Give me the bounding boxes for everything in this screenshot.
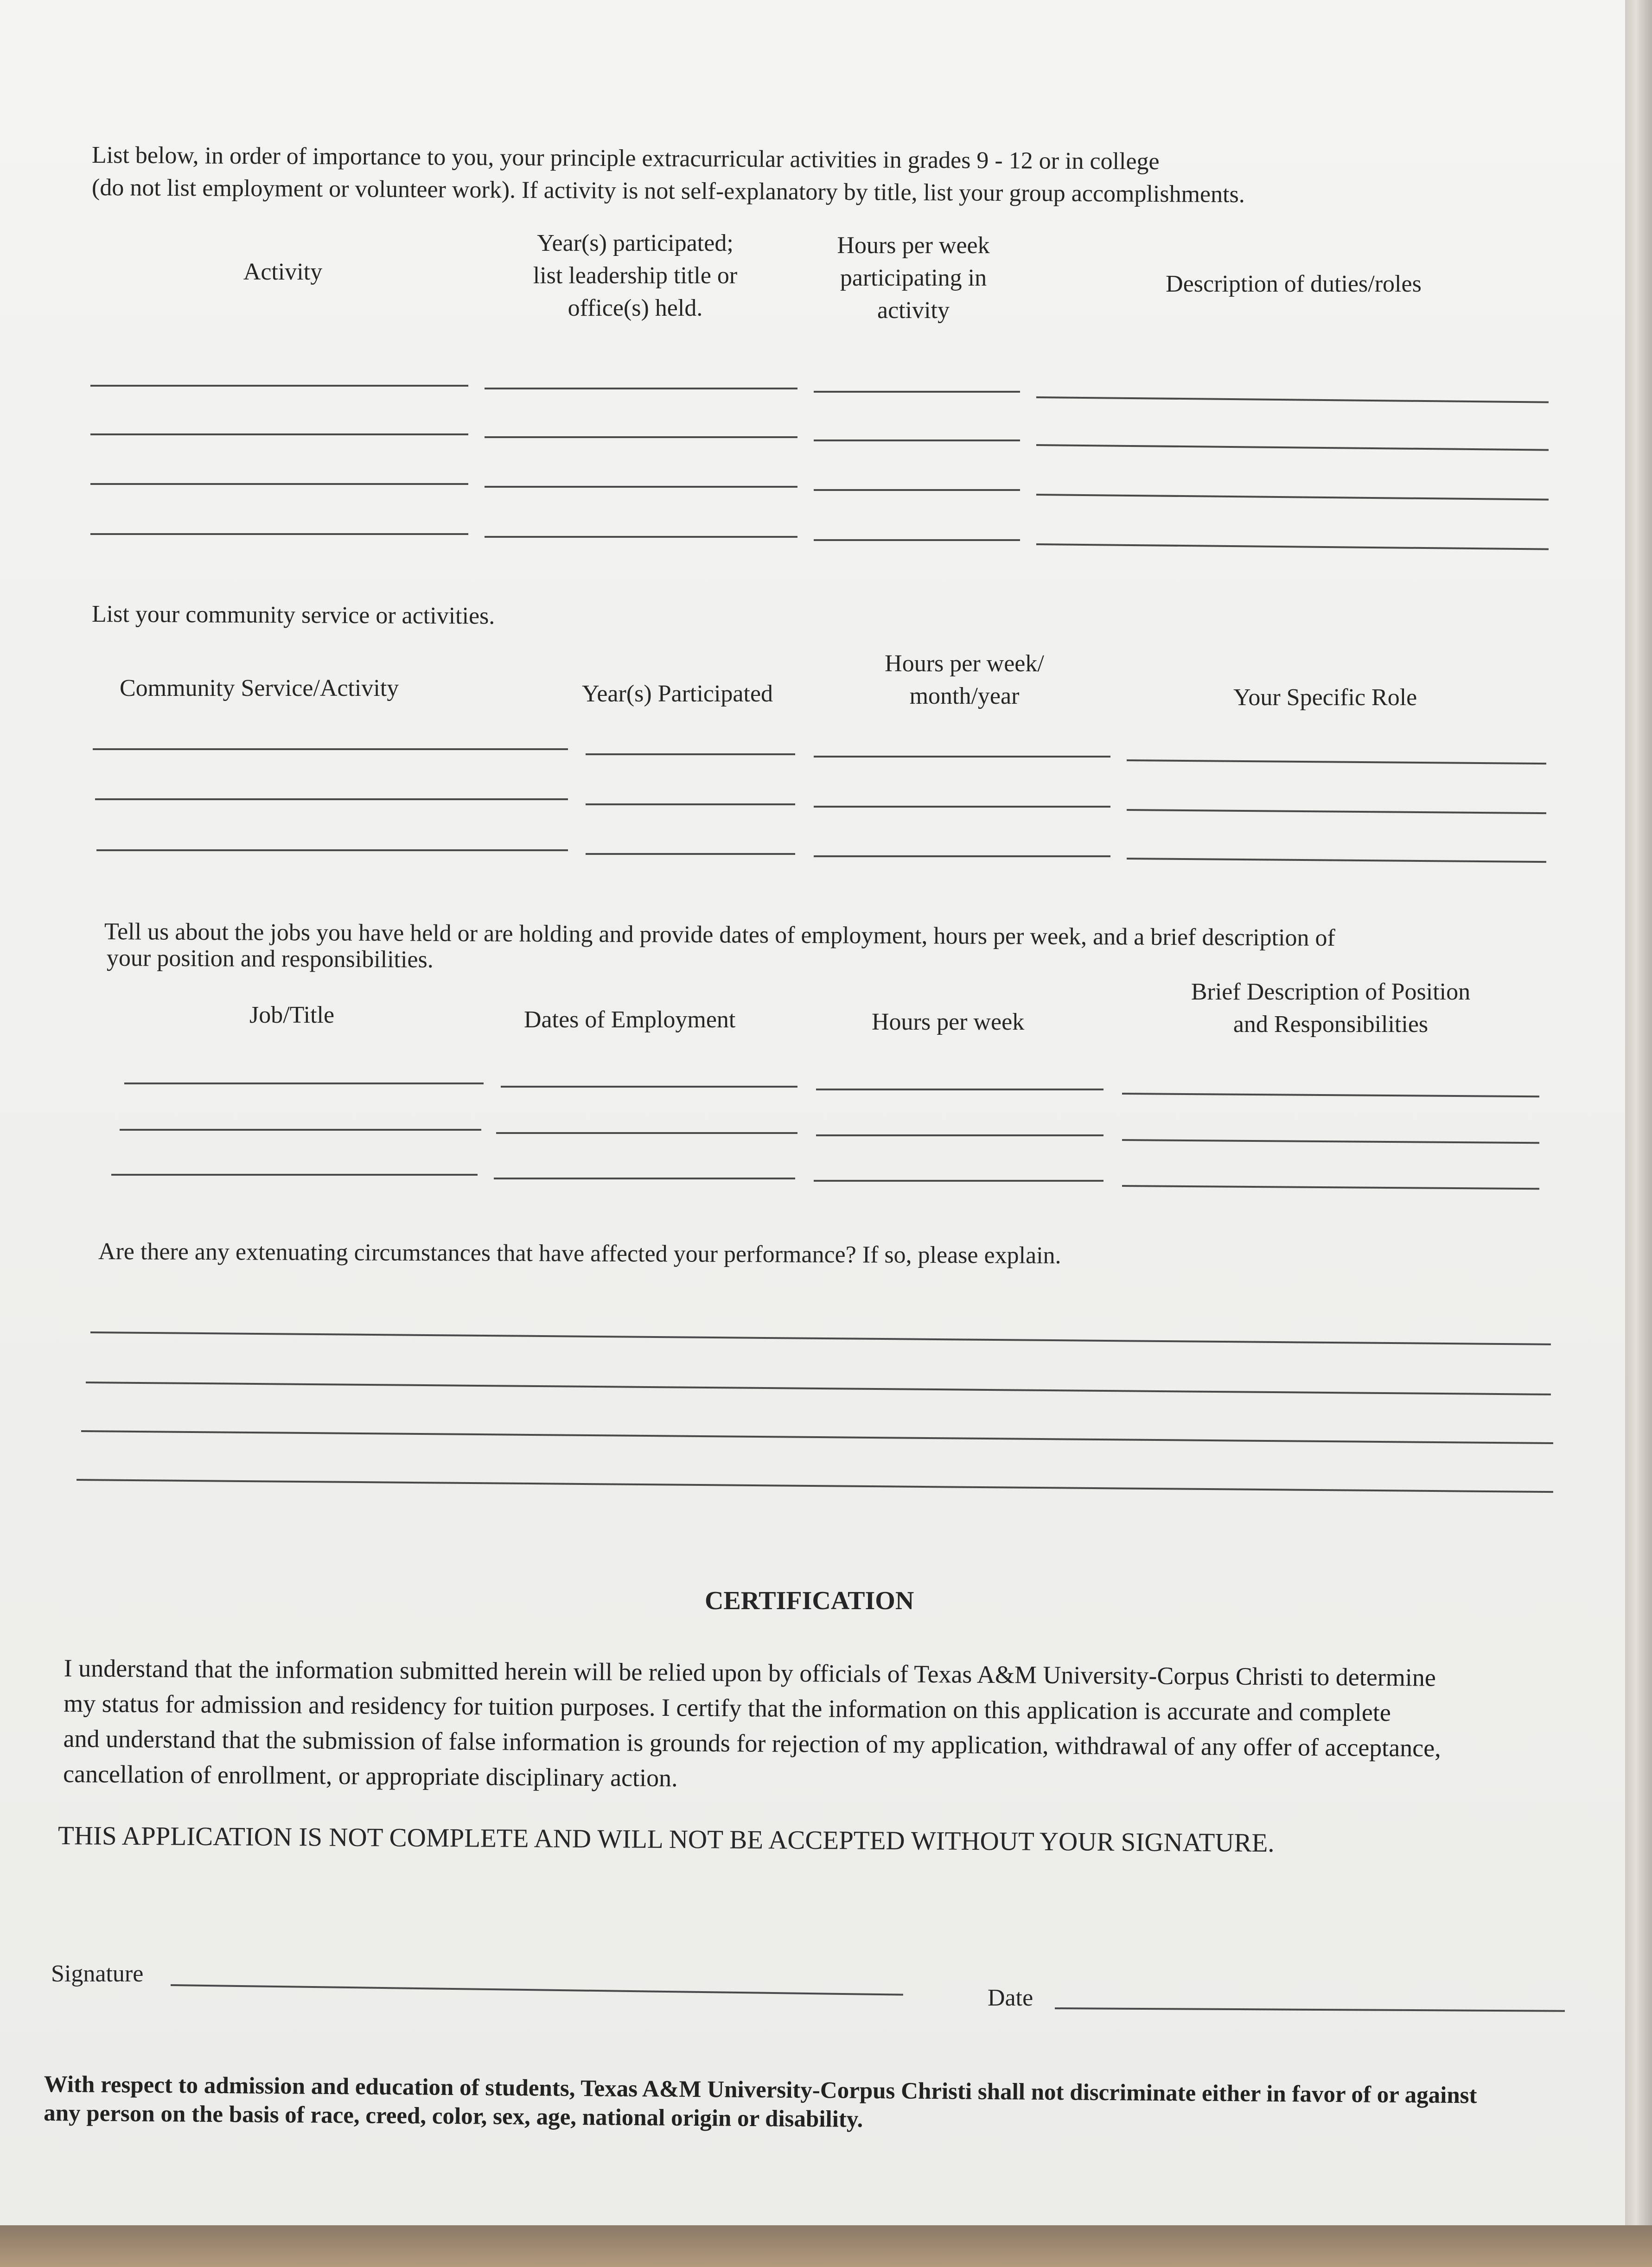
signature-label: Signature [51, 1961, 144, 1987]
header-hours-line1: Hours per week [837, 232, 990, 259]
activity-row1-field[interactable] [90, 385, 468, 387]
hours-row1-field[interactable] [814, 391, 1020, 393]
header-hours-line3: activity [877, 297, 950, 324]
header-community-hours-line1: Hours per week/ [885, 650, 1044, 677]
extracurricular-instructions-line1: List below, in order of importance to you, your principle extracurricular activities in grades 9 - 12 or in college [91, 142, 1160, 175]
job-description-row3-field[interactable] [1122, 1185, 1539, 1190]
nondiscrimination-line2: any person on the basis of race, creed, color, sex, age, national origin or disability. [44, 2100, 863, 2133]
community-activity-row1-field[interactable] [93, 748, 568, 750]
activity-row4-field[interactable] [90, 533, 468, 535]
header-hours-line2: participating in [840, 265, 987, 291]
community-activity-row3-field[interactable] [96, 849, 568, 851]
community-hours-row2-field[interactable] [814, 806, 1110, 808]
description-row4-field[interactable] [1036, 543, 1549, 550]
years-row2-field[interactable] [485, 436, 797, 438]
hours-row4-field[interactable] [814, 539, 1020, 541]
hours-row3-field[interactable] [814, 489, 1020, 491]
job-dates-row2-field[interactable] [496, 1132, 797, 1134]
job-dates-row3-field[interactable] [494, 1178, 795, 1179]
header-community-role: Your Specific Role [1233, 684, 1417, 711]
header-brief-description-line2: and Responsibilities [1233, 1011, 1429, 1038]
certification-statement [63, 1650, 1571, 1802]
circumstances-line4-field[interactable] [77, 1479, 1553, 1493]
header-years-line2: list leadership title or [533, 262, 738, 289]
job-title-row3-field[interactable] [111, 1174, 478, 1176]
community-instructions: List your community service or activities. [91, 601, 495, 630]
job-description-row2-field[interactable] [1122, 1139, 1539, 1144]
header-job-title: Job/Title [249, 1002, 335, 1028]
header-community-years: Year(s) Participated [582, 681, 773, 707]
community-role-row2-field[interactable] [1127, 809, 1546, 814]
circumstances-line1-field[interactable] [90, 1331, 1551, 1345]
header-years-line3: office(s) held. [568, 295, 703, 321]
community-hours-row1-field[interactable] [814, 756, 1110, 758]
activity-row3-field[interactable] [90, 483, 468, 485]
header-community-hours-line2: month/year [909, 683, 1020, 709]
certification-title: CERTIFICATION [705, 1586, 914, 1615]
header-community-activity: Community Service/Activity [120, 675, 399, 701]
background-surface [0, 2225, 1652, 2267]
certification-line2: my status for admission and residency for tuition purposes. I certify that the information on this application is accurate and complete [63, 1689, 1391, 1726]
header-years-line1: Year(s) participated; [537, 230, 734, 256]
job-hours-row2-field[interactable] [816, 1134, 1103, 1136]
job-hours-row3-field[interactable] [814, 1180, 1103, 1182]
community-role-row3-field[interactable] [1127, 858, 1546, 863]
nondiscrimination-line1: With respect to admission and education of students, Texas A&M University-Corpus Christi shall not discriminate either in favor of or against [44, 2071, 1477, 2109]
community-role-row1-field[interactable] [1127, 759, 1546, 764]
signature-field[interactable] [171, 1984, 903, 1996]
job-hours-row1-field[interactable] [816, 1089, 1103, 1090]
header-community-hours [848, 648, 1080, 713]
signature-required-warning: THIS APPLICATION IS NOT COMPLETE AND WILL NOT BE ACCEPTED WITHOUT YOUR SIGNATURE. [57, 1821, 1275, 1858]
hours-row2-field[interactable] [814, 439, 1020, 441]
years-row1-field[interactable] [485, 388, 797, 389]
date-label: Date [988, 1985, 1033, 2011]
header-hours-per-week [788, 229, 1039, 327]
job-dates-row1-field[interactable] [501, 1086, 797, 1088]
description-row2-field[interactable] [1036, 444, 1549, 451]
nondiscrimination-statement [44, 2070, 1574, 2140]
community-hours-row3-field[interactable] [814, 855, 1110, 857]
header-jobs-hours: Hours per week [872, 1009, 1025, 1035]
job-title-row1-field[interactable] [124, 1083, 484, 1084]
job-title-row2-field[interactable] [120, 1129, 481, 1131]
certification-line4: cancellation of enrollment, or appropriate disciplinary action. [63, 1759, 678, 1792]
community-activity-row2-field[interactable] [95, 798, 568, 800]
circumstances-line3-field[interactable] [81, 1430, 1553, 1444]
description-row1-field[interactable] [1036, 396, 1549, 403]
community-years-row1-field[interactable] [586, 753, 795, 755]
certification-line3: and understand that the submission of false information is grounds for rejection of my application, withdrawal of any offer of acceptance, [63, 1724, 1441, 1762]
jobs-instructions-line1: Tell us about the jobs you have held or are holding and provide dates of employment, hours per week, and a brief description of [104, 918, 1335, 951]
community-years-row3-field[interactable] [586, 853, 795, 855]
job-description-row1-field[interactable] [1122, 1093, 1539, 1097]
community-years-row2-field[interactable] [586, 803, 795, 805]
extracurricular-instructions-line2: (do not list employment or volunteer work). If activity is not self-explanatory by title, list your group accomplishments. [91, 174, 1245, 208]
circumstances-question: Are there any extenuating circumstances that have affected your performance? If so, please explain. [98, 1238, 1061, 1269]
certification-line1: I understand that the information submitted herein will be relied upon by officials of Texas A&M University-Corpus Christi to determine [64, 1654, 1436, 1692]
header-brief-description [1127, 976, 1535, 1041]
header-years-participated [487, 227, 784, 325]
circumstances-line2-field[interactable] [86, 1382, 1551, 1395]
description-row3-field[interactable] [1036, 494, 1549, 501]
date-field[interactable] [1055, 2007, 1565, 2012]
activity-row2-field[interactable] [90, 433, 468, 435]
header-description-duties: Description of duties/roles [1166, 271, 1422, 297]
header-brief-description-line1: Brief Description of Position [1191, 979, 1471, 1005]
header-activity: Activity [243, 259, 323, 285]
years-row3-field[interactable] [485, 486, 797, 488]
page-edge [1625, 0, 1652, 2267]
years-row4-field[interactable] [485, 536, 797, 538]
jobs-instructions-line2: your position and responsibilities. [106, 945, 434, 973]
header-dates-employment: Dates of Employment [524, 1006, 736, 1033]
